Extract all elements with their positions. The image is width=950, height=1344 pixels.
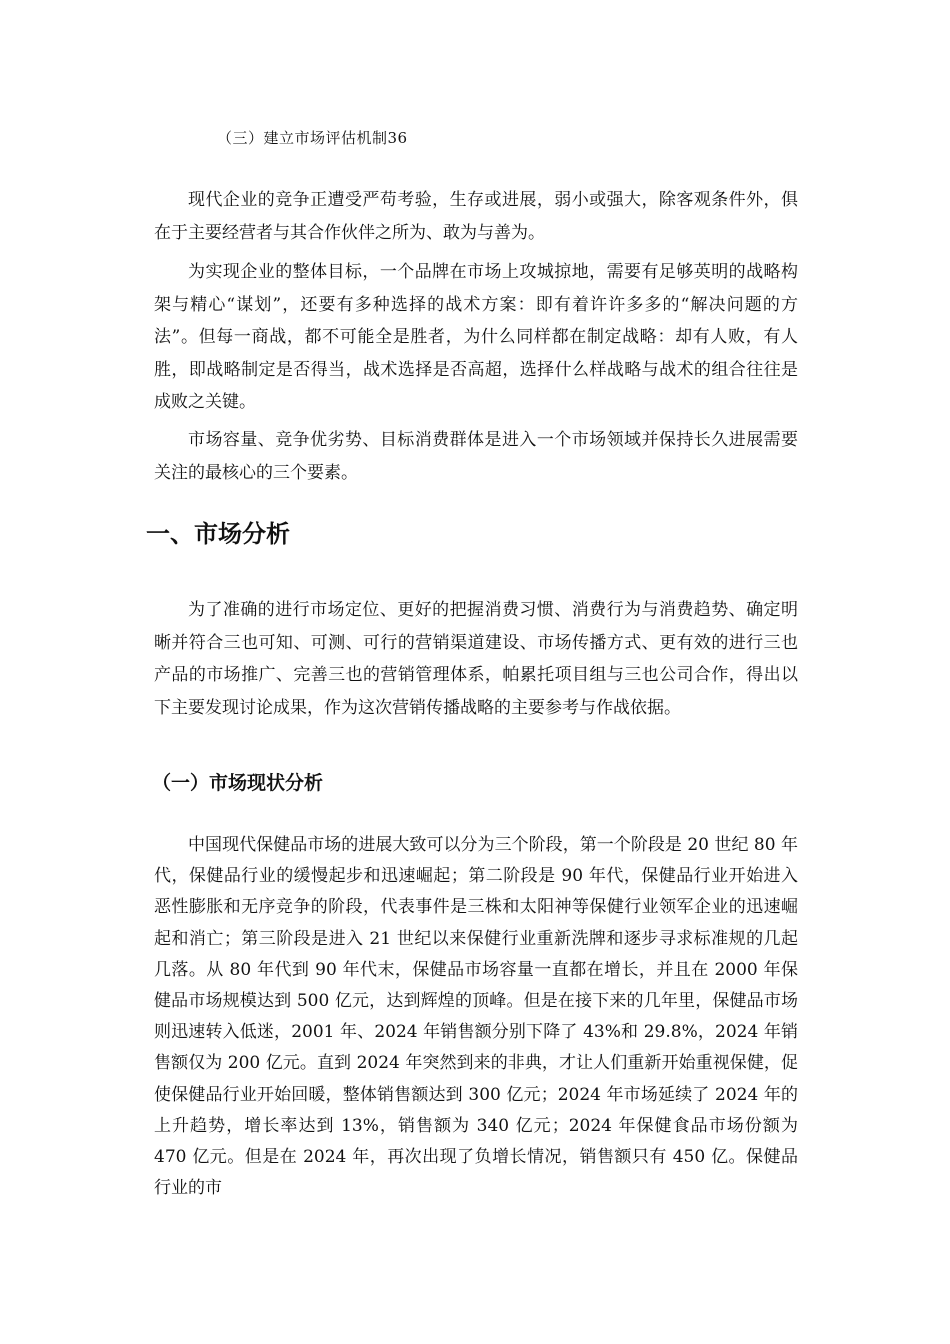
intro-paragraph-3: 市场容量、竞争优劣势、目标消费群体是进入一个市场领域并保持长久进展需要关注的最核心的三个要素。: [154, 430, 798, 483]
market-status-paragraph: 中国现代保健品市场的进展大致可以分为三个阶段，第一个阶段是 20 世纪 80 年代，保健品行业的缓慢起步和迅速崛起；第二阶段是 90 年代，保健品行业开始进入恶性膨胀和无序竞争的阶段，代表事件是三株和太阳神等保健行业领军企业的迅速崛起和消亡；第三阶段是进入 21 世纪以来保健行业重新洗牌和逐步寻求标准规的几起几落。从 80 年代到 90 年代末，保健品市场容量一直都在增长，并且在 2000 年保健品市场规模达到 500 亿元，达到辉煌的顶峰。但是在接下来的几年里，保健品市场则迅速转入低迷，2001 年、2024 年销售额分别下降了 43%和 29.8%，2024 年销售额仅为 200 亿元。直到 2024 年突然到来的非典，才让人们重新开始重视保健，促使保健品行业开始回暖，整体销售额达到 300 亿元；2024 年市场延续了 2024 年的上升趋势，增长率达到 13%，销售额为 340 亿元；2024 年保健食品市场份额为 470 亿元。但是在 2024 年，再次出现了负增长情况，销售额只有 450 亿。保健品行业的市: [154, 835, 798, 1199]
section-heading-market-analysis: 一、市场分析: [146, 520, 290, 548]
intro-paragraph-1: 现代企业的竞争正遭受严苟考验，生存或进展，弱小或强大，除客观条件外，俱在于主要经营者与其合作伙伴之所为、敢为与善为。: [154, 190, 798, 243]
subsection-heading-market-status: （一）市场现状分析: [152, 772, 324, 794]
market-analysis-paragraph: 为了准确的进行市场定位、更好的把握消费习惯、消费行为与消费趋势、确定明晰并符合三也可知、可测、可行的营销渠道建设、市场传播方式、更有效的进行三也产品的市场推广、完善三也的营销管理体系，帕累托项目组与三也公司合作，得出以下主要发现讨论成果，作为这次营销传播战略的主要参考与作战依据。: [154, 600, 798, 718]
intro-paragraph-2: 为实现企业的整体目标，一个品牌在市场上攻城掠地，需要有足够英明的战略构架与精心“谋划”，还要有多种选择的战术方案：即有着许许多多的“解决问题的方法”。但每一商战，都不可能全是胜者，为什么同样都在制定战略：却有人败，有人胜，即战略制定是否得当，战术选择是否高超，选择什么样战略与战术的组合往往是成败之关键。: [154, 262, 798, 412]
toc-item: （三）建立市场评估机制36: [217, 129, 408, 147]
